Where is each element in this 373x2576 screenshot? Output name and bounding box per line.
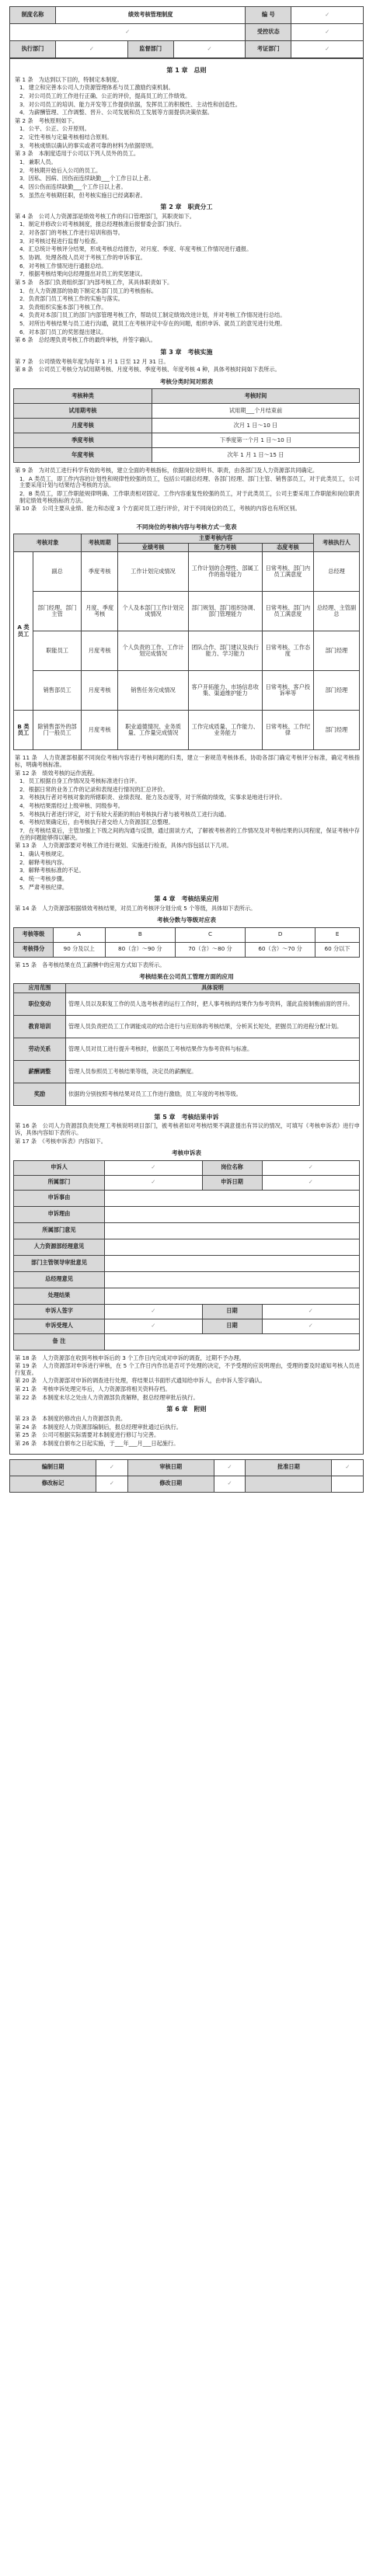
paragraph: 第 25 条 公司可根据实际需要对本制度进行修订与完善。 [15,1431,160,1439]
blank-cell [105,1255,360,1271]
content-box [9,58,364,1455]
paragraph: 第 4 条 公司人力资源部是绩效考核工作的归口管理部门，其职责如下。 [15,212,195,220]
table-row [14,1271,360,1288]
table-cell: 职能员工 [33,631,82,671]
paragraph: 3．因私、因病、因伤而连续缺勤___个工作日以上者。 [19,175,155,183]
table-cell: 申诉人签字 [14,1304,105,1319]
table-cell: 申诉事由 [14,1190,105,1206]
paragraph: 4．统一考核步骤。 [19,874,68,882]
paragraph: 第 1 条 为达到以下目的，特制定本制度。 [15,75,123,83]
result-application-table [13,983,360,1106]
table-cell: 部门经理 [314,631,360,671]
paragraph: 5．协调、处理各级人员对于考核工作的申诉事宜。 [19,254,146,261]
table-cell: 奖励 [14,1083,66,1105]
table-cell: 考核等级 [14,927,54,942]
paragraph: 1．在人力资源部的协助下制定本部门员工的考核指标。 [19,287,158,294]
paragraph: 1．确认考核规定。 [19,850,68,857]
paragraph: 第 8 条 公司员工考核分为试用期考核、月度考核、季度考核、年度考核 4 种，具体考核时间如下表所示。 [15,366,281,374]
grade-table [13,927,360,958]
table-row [14,1206,360,1222]
table-cell: 次月 1 日～10 日 [152,419,360,433]
paragraph: 1．公平、公正、公开原则。 [19,125,90,133]
group-label: A 类员工 [14,552,33,711]
paragraph: 第 10 条 公司主要从业绩、能力和态度 3 个方面对员工进行评价，对于不同岗位的员工，考核的内容也有所区别。 [15,505,301,513]
table-row [14,1038,360,1060]
table-row [14,942,360,957]
table-cell: 部门经理 [314,711,360,750]
table-cell: 管理人员参照员工考核结果等级，决定员的薪酬度。 [66,1060,360,1083]
table-cell: 60（含）～70 分 [246,942,315,957]
table-cell: 月度考核 [14,419,152,433]
table-cell: 日常考核、部门内员工满意度 [262,552,313,592]
table-cell: 薪酬调整 [14,1060,66,1083]
paragraph: 5．考核执行者进行评定，对于有较大差距的则由考核执行者与被考核员工进行沟通。 [19,810,230,818]
chapter-title: 第 2 章 职责分工 [160,203,213,211]
table-row [14,711,360,750]
table-row [14,1304,360,1319]
paragraph: 第 15 条 各考核结果在员工薪酬中的应用方式如下表所示。 [15,961,166,968]
table-row [14,671,360,711]
assessment-content-table [13,534,360,750]
paragraph: 3．对公司员工的培训、能力开发等工作提供依据，发挥员工的积极性、主动性和创造性。 [19,100,241,108]
table-cell: 所属部门 [14,1175,105,1190]
chapter-1-paras [13,77,360,200]
paragraph: 5．虽然在考核期任职，但考核实施日已经离职者。 [19,191,146,199]
table-cell: E [315,927,360,942]
paragraph: 4．为薪酬管理、工作调整、晋升、公司发展和员工发展等方面提供决策依据。 [19,109,213,116]
table-cell: 职业道德情况、业务质量、工作量完成情况 [118,711,189,750]
table-cell: 职位变动 [14,993,66,1015]
table-cell: 试用期考核 [14,404,152,419]
paragraph: 2．B 类员工，即工作职能规律明确、工作职责相对固定、工作内容重复性较强的员工，对于此类员工，公司主要采用工作职能和岗位职责制定绩效考核指标的方法。 [19,489,360,504]
paragraph: 第 9 条 为对员工进行科学有效的考核，建立全面的考核指标，依据岗位说明书、职责，由各部门及人力资源部共同确定。 [15,467,319,475]
table-cell: B [105,927,175,942]
table-cell: ✓ [262,1304,360,1319]
header-value: ✓ [56,41,128,58]
table-row [14,927,360,942]
table-cell: 处理结果 [14,1288,105,1304]
table-cell: 副总 [33,552,82,592]
table-cell: 申诉人 [14,1160,105,1175]
table-cell: C [175,927,245,942]
paragraph: 2．对公司员工的工作进行正确、公正的评价，提高员工的工作绩效。 [19,92,191,99]
header-label: 受控状态 [246,24,291,41]
table-cell: 70（含）～80 分 [175,942,245,957]
table-row [14,1160,360,1175]
paragraph: 2．解释考核内容。 [19,858,68,866]
paragraph: 第 2 条 考核原则如下。 [15,116,78,124]
table-header: 考核种类 [14,389,152,404]
table-row [14,1175,360,1190]
table-cell: 人力资源部经理意见 [14,1239,105,1255]
table-row [14,1222,360,1239]
table-row [14,1190,360,1206]
footer-label: 编制日期 [10,1459,96,1476]
chapter-title: 第 1 章 总则 [166,67,207,74]
table-header: 态度考核 [262,543,313,552]
table-row [14,433,360,448]
paragraph: 1．兼职人员。 [19,158,57,165]
chapter-6-paras [13,1416,360,1448]
chapter-2-paras [13,214,360,344]
table-cell: 日常考核、工作纪律 [262,711,313,750]
paragraph: 第 19 条 人力资源部对申诉进行审核，在 5 个工作日内作出是否可予处理的决定，不予受理的应说明理由，受理的要及时通知考核人员进行复查。 [15,1362,360,1376]
chapter-4-paras [13,906,360,913]
table-row [14,1333,360,1350]
chapter-3c-paras [13,755,360,891]
paragraph: 第 18 条 人力资源部在收到考核申诉后的 3 个工作日内完成对申诉的调查，过期不予办理。 [15,1354,245,1361]
table-cell: 日常考核、工作态度 [262,631,313,671]
footer-label: 修改标记 [10,1476,96,1492]
table-row [14,1015,360,1038]
table-row [14,1255,360,1271]
footer-label: 批准日期 [246,1459,332,1476]
table-cell: 总经理 [314,552,360,592]
table-cell: 个人负责的工作、工作计划完成情况 [118,631,189,671]
table-title: 考核分类时间对照表 [159,377,214,385]
table-row [14,1239,360,1255]
table-row [14,1319,360,1333]
table-cell: 日常考核、部门内员工满意度 [262,592,313,631]
table-cell: 总经理、主管副总 [314,592,360,631]
table-cell: 申诉理由 [14,1206,105,1222]
paragraph: 3．解释考核标准的不足。 [19,867,85,874]
table-cell: 下季度第一个月 1 日～10 日 [152,433,360,448]
table-cell: ✓ [105,1304,203,1319]
chapter-title: 第 4 章 考核结果应用 [154,895,219,903]
header-label: 制度名称 [10,7,56,24]
table-header: 主要考核内容 [118,534,314,543]
paragraph: 第 24 条 本制度经人力资源部编制后，报总经理审批通过后执行。 [15,1423,182,1431]
blank-cell [105,1333,360,1350]
table-cell: 依据的分别按照考核结果对员工工作进行激励，员工年度的考核等级。 [66,1083,360,1105]
footer-value: ✓ [96,1459,128,1476]
header-value: ✓ [173,41,246,58]
table-cell: 考核得分 [14,942,54,957]
table-cell: 月度考核 [82,631,118,671]
footer-label: 审核日期 [127,1459,214,1476]
table-cell: 部门主管领导审批意见 [14,1255,105,1271]
table-row [14,552,360,592]
paragraph: 第 12 条 绩效考核的运作流程。 [15,769,99,777]
table-cell: 试用期___个月结束前 [152,404,360,419]
header-label: 监督部门 [127,41,173,58]
paragraph: 3．考核执行者对考核对象的所辖职责、业绩表现、能力及态度等，对于所做的绩效，实事求是地进行评价。 [19,794,286,801]
table-cell: 部门经理、部门主管 [33,592,82,631]
footer-label: 修改日期 [127,1476,214,1492]
chapter-title: 第 3 章 考核实施 [160,349,213,356]
table-header: 能力考核 [188,543,262,552]
table-cell: 劳动关系 [14,1038,66,1060]
paragraph: 第 23 条 本制度的修改由人力资源部负责。 [15,1414,127,1422]
table-cell: 季度考核 [82,552,118,592]
paragraph: 1．建立和完善本公司人力资源管理体系与员工激励约束机制。 [19,84,174,92]
table-cell: 管理人员以及职复工作的员人选考核者的运行工作时，把人事考核的结果作为参考资料，谨此直接制衡前面的晋升。 [66,993,360,1015]
table-row [14,1060,360,1083]
paragraph: 第 16 条 公司人力资源部负责处理工考核说明项目部门，被考核者如对考核结果不满意提出有异议的情况，可填写《考核申诉表》进行申诉，具体内容如下表所示。 [15,1122,360,1137]
paragraph: 3．负责组织实施本部门考核工作。 [19,303,107,311]
doc-title: 绩效考核管理制度 [56,7,246,24]
paragraph: 第 26 条 本制度自颁布之日起实施，于___年___月___日起施行。 [15,1439,180,1447]
table-cell: 销售任务完成情况 [118,671,189,711]
table-header: 业绩考核 [118,543,189,552]
time-table [13,388,360,463]
paragraph: 第 22 条 本制度未尽之处由人力资源部负责解释，报总经理审批后执行。 [15,1393,199,1401]
paragraph: 2．负责部门员工考核工作的实施与落实。 [19,295,124,303]
table-cell: 管理人员对员工进行提升考核时，依据员工考核结果作为参考资料与标准。 [66,1038,360,1060]
table-cell: 部门经理 [314,671,360,711]
blank-cell [105,1222,360,1239]
table-title: 考核结果在公司员工管理方面的应用 [139,973,234,981]
table-cell: D [246,927,315,942]
table-row [14,404,360,419]
paragraph: 3．考核成绩以确认的事实或者可靠的材料为依据原则。 [19,141,158,149]
table-cell: 销售部员工 [33,671,82,711]
header-table [9,6,364,58]
paragraph: 第 17 条 《考核申诉表》内容如下。 [15,1137,106,1145]
paragraph: 第 6 条 总经理负责考核工作的最终审核，并签字确认。 [15,336,156,344]
table-cell: 月度、季度考核 [82,592,118,631]
footer-value: ✓ [214,1459,246,1476]
paragraph: 4．汇总统计考核评分结果，形成考核总结报告，对月度、季度、年度考核工作情况进行通报。 [19,245,253,253]
table-row [14,419,360,433]
footer-value: ✓ [96,1476,128,1492]
table-cell: 总经理意见 [14,1271,105,1288]
table-cell: 月度考核 [82,671,118,711]
chapter-3-paras [13,359,360,374]
paragraph: 1．员工根据自身工作情况及考核标准进行自评。 [19,777,141,785]
table-header: 考核周期 [82,534,118,551]
paragraph: 6．对本部门员工的奖惩提出建议。 [19,328,107,335]
table-title: 考核分数与等级对应表 [157,916,216,924]
paragraph: 6．对考核工作情况进行通报总结。 [19,262,107,269]
chapter-4b-paras [13,962,360,969]
table-cell: ✓ [262,1175,360,1190]
table-cell: 除销售部外的部门一般员工 [33,711,82,750]
footer-spacer [332,1476,364,1492]
appeal-form-table [13,1160,360,1351]
footer-spacer [246,1476,332,1492]
table-header: 考核执行人 [314,534,360,551]
table-cell: 60 分以下 [315,942,360,957]
paragraph: 第 13 条 人力资源部要对考核工作进行规划、实施进行检查，具体内容包括以下几项。 [15,842,232,850]
paragraph: 1．制定并修改公司考核制度，报总经理核准后报督委会部门执行。 [19,221,186,228]
table-cell: 客户开拓能力、市场信息收集、渠道维护能力 [188,671,262,711]
header-label: 编 号 [246,7,291,24]
paragraph: 第 21 条 考核申诉处理完毕后，人力资源部将相关资料存档。 [15,1385,171,1393]
table-row [14,631,360,671]
header-label: 执行部门 [10,41,56,58]
blank-cell [105,1206,360,1222]
table-cell: 月度考核 [82,711,118,750]
table-cell: A [53,927,105,942]
table-cell: ✓ [262,1319,360,1333]
table-row [14,448,360,463]
table-cell: 日常考核、客户投诉率等 [262,671,313,711]
paragraph: 7．根据考核结果向总经理提出对员工的奖惩建议。 [19,270,146,278]
blank-cell [105,1288,360,1304]
header-value: ✓ [291,24,364,41]
footer-value: ✓ [332,1459,364,1476]
chapter-title: 第 6 章 附则 [166,1406,207,1413]
table-cell: 日期 [202,1304,262,1319]
table-cell: 80（含）～90 分 [105,942,175,957]
paragraph: 第 5 条 各部门负责组织部门内部考核工作，其具体职责如下。 [15,278,173,286]
table-cell: ✓ [262,1160,360,1175]
table-cell: 90 分及以上 [53,942,105,957]
blank-cell [105,1271,360,1288]
table-header: 考核对象 [14,534,82,551]
table-cell: 所属部门意见 [14,1222,105,1239]
group-label: B 类员工 [14,711,33,750]
header-label: 考证部门 [246,41,291,58]
table-title: 不同岗位的考核内容与考核方式一览表 [136,523,237,530]
table-cell: 个人及本部门工作计划完成情况 [118,592,189,631]
blank-cell [105,1239,360,1255]
paragraph: 7．在考核结束后，主管加强上下级之间的沟通与反馈，通过面谈方式，了解被考核者的工作情况及对考核结果的认同程度，保证考核中存在的问题能够得以解决。 [19,827,360,841]
paragraph: 5．严肃考核纪律。 [19,883,68,891]
table-cell: 工作计划的合理性、部属工作的指导能力 [188,552,262,592]
paragraph: 2．定性考核与定量考核相结合原则。 [19,134,113,141]
table-cell: 季度考核 [14,433,152,448]
table-title: 考核申诉表 [172,1149,201,1157]
paragraph: 4．考核结果需经过上级审核、同级参考。 [19,802,124,810]
table-row [14,1288,360,1304]
table-cell: 次年 1 月 1 日～15 日 [152,448,360,463]
table-header: 具体说明 [66,984,360,993]
table-cell: 管理人员负责把员工工作调能成功的结合进行与应用体的考核结果，分析其长短处，把握员工的进程分配计划。 [66,1015,360,1038]
paragraph: 5．对所出考核结果与员工进行沟通，就员工在考核评定中存在的问题，组织申诉、就员工的意见进行处理。 [19,320,286,328]
header-value: ✓ [10,24,246,41]
footer-value: ✓ [214,1476,246,1492]
chapter-5b-paras [13,1355,360,1402]
paragraph: 第 14 条 人力资源部根据绩效考核结果，对员工的考核评分划分成 5 个等级，具体如下表所示。 [15,904,256,912]
paragraph: 4．负责对本部门员工的部门内部管理考核工作，帮助员工制定绩效改进计划，并对考核工作情况进行总结。 [19,311,286,319]
paragraph: 4．因公伤而连续缺勤___个工作日以上者。 [19,183,127,190]
table-header: 应用范围 [14,984,66,993]
chapter-title: 第 5 章 考核结果申诉 [154,1113,219,1121]
paragraph: 2．根据日常的业务工作的记录和表现进行情况的汇总评价。 [19,785,169,793]
table-row [14,993,360,1015]
paragraph: 第 11 条 人力资源部根据不同岗位考核内容进行考核问题的归类，建立一套规范考核体系，协助各部门确定考核评分标准，确定考核指标，明确考核标准。 [15,754,360,768]
table-cell: 工作计划完成情况 [118,552,189,592]
table-cell: ✓ [105,1160,203,1175]
table-header: 考核时间 [152,389,360,404]
paragraph: 6．考核结果确定后，由考核执行者交给人力资源部汇总整理。 [19,819,174,826]
document-page [9,0,364,1493]
blank-cell [105,1190,360,1206]
chapter-3b-paras [13,468,360,513]
paragraph: 2．考核期开始后入公司的员工。 [19,166,102,174]
table-cell: ✓ [105,1175,203,1190]
table-cell: 日期 [202,1319,262,1333]
table-cell: ✓ [105,1319,203,1333]
table-cell: 部门规划、部门组织协调、部门管理能力 [188,592,262,631]
paragraph: 第 7 条 公司绩效考核年度为每年 1 月 1 日至 12 月 31 日。 [15,357,169,365]
paragraph: 第 20 条 人力资源部对申诉的调查进行处理，将结果以书面形式通知给申诉人，由申诉人签字确认。 [15,1377,266,1385]
table-cell: 年度考核 [14,448,152,463]
chapter-5-paras [13,1123,360,1145]
paragraph: 1．A 类员工，即工作内容的计划性和规律性较强的员工，包括公司副总经理、各部门经理、部门主管、销售部员工，对于此类员工，公司主要采用计划与结果结合考核的方法。 [19,475,360,489]
paragraph: 第 3 条 本制度适用于公司以下列人员外的员工。 [15,150,140,158]
table-cell: 团队合作、部门建议及执行能力、学习能力 [188,631,262,671]
table-cell: 申诉日期 [202,1175,262,1190]
table-row [14,1083,360,1105]
header-value: ✓ [291,7,364,24]
table-cell: 岗位名称 [202,1160,262,1175]
paragraph: 3．对考核过程进行监督与检查。 [19,237,102,245]
footer-table [9,1459,364,1493]
paragraph: 2．对各部门的考核工作进行培训和指导。 [19,229,124,237]
header-value: ✓ [291,41,364,58]
table-cell: 申诉受理人 [14,1319,105,1333]
table-cell: 工作完成质量、工作能力、业务能力 [188,711,262,750]
table-row [14,592,360,631]
table-cell: 备 注 [14,1333,105,1350]
table-cell: 教育培训 [14,1015,66,1038]
